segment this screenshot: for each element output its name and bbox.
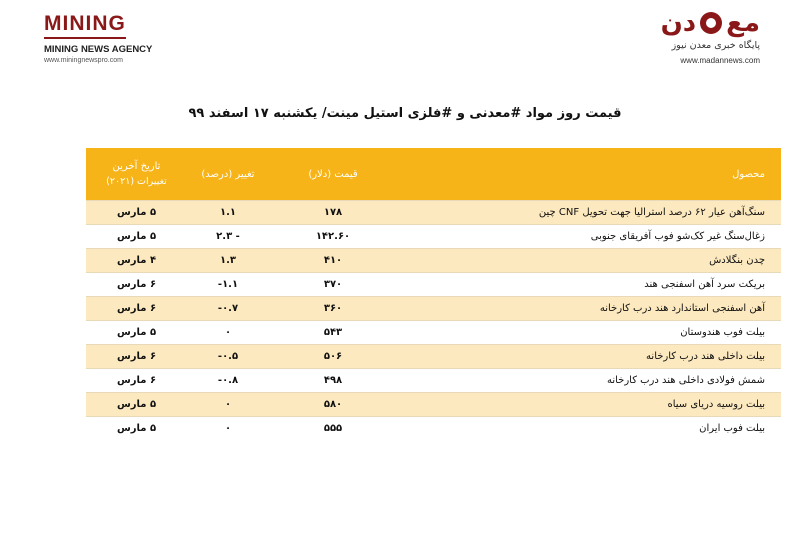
cell-price: ۴۱۰ (269, 249, 397, 273)
table-row (86, 201, 781, 225)
cell-change-value: ۰ (224, 399, 232, 410)
cell-change (187, 273, 269, 297)
table-row (86, 369, 781, 393)
cell-price: ۵۴۳ (269, 321, 397, 345)
header-price: قیمت (دلار) (269, 148, 397, 201)
cell-date: ۵ مارس (86, 393, 187, 417)
cell-date: ۶ مارس (86, 273, 187, 297)
cell-change-value: -۰.۵ (217, 351, 239, 362)
mining-logo-agency: MINING NEWS AGENCY (44, 44, 153, 55)
table-row (86, 225, 781, 249)
cell-price: ۵۸۰ (269, 393, 397, 417)
cell-change-value: ۲.۳ - (216, 231, 240, 242)
madan-logo-tagline: پایگاه خبری معدن نیوز (671, 40, 760, 51)
cell-product: سنگ‌آهن عیار ۶۲ درصد استرالیا جهت تحویل CNF چین (397, 201, 781, 225)
madan-news-logo (640, 9, 760, 65)
madan-logo-mark-start: مع (726, 8, 760, 38)
cell-change-value: -۱.۱ (217, 279, 239, 290)
madan-logo-mark-end: دن (660, 8, 697, 38)
cell-product: بیلت فوب ایران (397, 417, 781, 441)
cell-change-value: ۱.۳ (219, 255, 236, 266)
cell-product: زغال‌سنگ غیر کک‌شو فوب آفریقای جنوبی (397, 225, 781, 249)
cell-change (187, 297, 269, 321)
cell-price: ۵۵۵ (269, 417, 397, 441)
cell-price: ۳۶۰ (269, 297, 397, 321)
table-row (86, 273, 781, 297)
cell-product: چدن بنگلادش (397, 249, 781, 273)
cell-change (187, 225, 269, 249)
mining-logo-url: www.miningnewspro.com (44, 57, 123, 64)
cell-change (187, 393, 269, 417)
header-date (86, 148, 187, 201)
cell-product: بریکت سرد آهن اسفنجی هند (397, 273, 781, 297)
cell-date: ۵ مارس (86, 417, 187, 441)
cell-change (187, 249, 269, 273)
madan-logo-url: www.madannews.com (680, 56, 760, 65)
table-row (86, 249, 781, 273)
cell-price: ۴۹۸ (269, 369, 397, 393)
cell-change-value: ۱.۱ (219, 207, 236, 218)
table-header-row (86, 148, 781, 201)
table-row (86, 345, 781, 369)
table-row (86, 297, 781, 321)
cell-change (187, 417, 269, 441)
page-title: قیمت روز مواد #معدنی و #فلزی استیل مینت/ یکشنبه ۱۷ اسفند ۹۹ (188, 106, 622, 121)
header-date-line2: تغییرات (۲۰۲۱) (106, 176, 167, 187)
table-row (86, 321, 781, 345)
cell-price: ۱۴۲.۶۰ (269, 225, 397, 249)
cell-change (187, 345, 269, 369)
cell-date: ۵ مارس (86, 321, 187, 345)
cell-change (187, 201, 269, 225)
cell-date: ۶ مارس (86, 297, 187, 321)
cell-date: ۶ مارس (86, 369, 187, 393)
cell-change (187, 321, 269, 345)
cell-product: بیلت داخلی هند درب کارخانه (397, 345, 781, 369)
cell-date: ۵ مارس (86, 225, 187, 249)
header-change: تغییر (درصد) (187, 148, 269, 201)
cell-product: شمش فولادی داخلی هند درب کارخانه (397, 369, 781, 393)
cell-change (187, 369, 269, 393)
cell-change-value: -۰.۷ (217, 303, 239, 314)
cell-product: بیلت فوب هندوستان (397, 321, 781, 345)
cell-change-value: ۰ (224, 423, 232, 434)
madan-logo-mark (661, 9, 760, 37)
header-product: محصول (397, 148, 781, 201)
cell-price: ۳۷۰ (269, 273, 397, 297)
cell-date: ۴ مارس (86, 249, 187, 273)
gear-icon (700, 12, 722, 34)
mining-news-logo (44, 12, 154, 64)
cell-price: ۱۷۸ (269, 201, 397, 225)
header-date-line1: تاریخ آخرین (112, 161, 161, 172)
cell-price: ۵۰۶ (269, 345, 397, 369)
cell-date: ۶ مارس (86, 345, 187, 369)
table-row (86, 417, 781, 441)
price-table (86, 148, 781, 440)
mining-logo-wordmark: MINING (44, 12, 126, 39)
cell-date: ۵ مارس (86, 201, 187, 225)
cell-product: آهن اسفنجی استاندارد هند درب کارخانه (397, 297, 781, 321)
cell-product: بیلت روسیه دریای سیاه (397, 393, 781, 417)
table-row (86, 393, 781, 417)
cell-change-value: ۰ (224, 327, 232, 338)
cell-change-value: -۰.۸ (217, 375, 239, 386)
